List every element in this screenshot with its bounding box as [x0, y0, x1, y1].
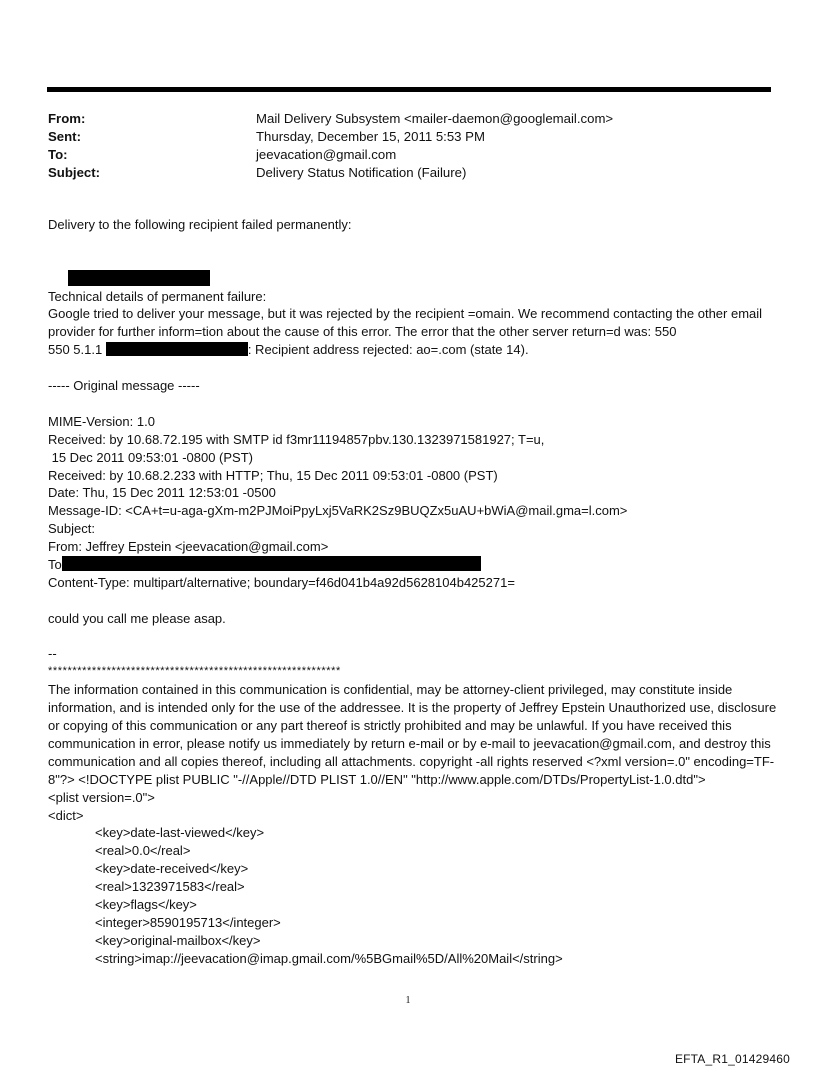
intro-text: Delivery to the following recipient failed permanently: — [48, 217, 352, 232]
subject-line: Subject: — [48, 521, 95, 537]
email-header — [48, 110, 613, 182]
plist-line: <plist version=.0"> — [48, 789, 155, 805]
tech-text: Google tried to deliver your message, but it was rejected by the recipient =omain. We recommend contacting the other email provider for further inform=tion about the cause of this error. The error that the other server return=d was: 550 — [48, 306, 763, 340]
message-id-line: Message-ID: <CA+t=u-aga-gXm-m2PJMoiPpyLxj5VaRK2Sz9BUQZx5uAU+bWiA@mail.gma=l.com> — [48, 503, 628, 519]
page-number: 1 — [405, 995, 411, 1006]
signature-dashes: -- — [48, 646, 57, 662]
redacted-recipient — [68, 270, 210, 286]
xml-line: <key>date-last-viewed</key> — [95, 825, 265, 841]
content-type-line: Content-Type: multipart/alternative; boundary=f46d041b4a92d5628104b425271= — [48, 574, 515, 590]
received-line-1b: 15 Dec 2011 09:53:01 -0800 (PST) — [48, 449, 253, 465]
to-label: To: — [48, 147, 68, 162]
mime-line: MIME-Version: 1.0 — [48, 413, 155, 429]
tech-text-2 — [48, 341, 778, 359]
to-row — [48, 146, 613, 164]
from-row — [48, 110, 613, 128]
xml-line: <key>original-mailbox</key> — [95, 932, 261, 948]
subject-label: Subject: — [48, 165, 101, 180]
sent-label: Sent: — [48, 129, 81, 144]
redacted-address — [106, 342, 248, 356]
tech-title: Technical details of permanent failure: — [48, 288, 267, 304]
sent-row — [48, 128, 613, 146]
sent-value: Thursday, December 15, 2011 5:53 PM — [256, 129, 485, 144]
dict-line: <dict> — [48, 807, 84, 823]
top-rule — [47, 87, 771, 92]
disclaimer-text: The information contained in this communication is confidential, may be attorney-client privileged, may constitute inside information, and is intended only for the use of the addressee. It is the property of Jeffrey Epstein Unauthorized use, disclosure or copying of this communication or any part thereof is strictly prohibited and may be unlawful. If you have received this communication in error, please notify us immediately by return e-mail or by e-mail to jeevacation@gmail.com, and destroy this communication and all copies thereof, including all attachments. copyright -all rights reserved <?xml version=.0" encoding=TF-8"?> <!DOCTYPE plist PUBLIC "-//Apple//DTD PLIST 1.0//EN" "http://www.apple.com/DTDs/PropertyList-1.0.dtd"> — [48, 682, 777, 787]
email-body — [48, 216, 778, 968]
tech-text-2b: : Recipient address rejected: ao=.com (state 14). — [247, 342, 529, 358]
message-text: could you call me please asap. — [48, 610, 226, 626]
date-line: Date: Thu, 15 Dec 2011 12:53:01 -0500 — [48, 485, 276, 501]
xml-line: <real>0.0</real> — [95, 843, 191, 859]
xml-block — [48, 824, 778, 967]
document-id: EFTA_R1_01429460 — [674, 1052, 790, 1066]
received-line-1: Received: by 10.68.72.195 with SMTP id f3mr11194857pbv.130.1323971581927; T=u, — [48, 431, 545, 447]
xml-line: <integer>8590195713</integer> — [95, 914, 281, 930]
from-value: Mail Delivery Subsystem <mailer-daemon@googlemail.com> — [256, 111, 614, 126]
recipient-line — [48, 252, 778, 270]
to-value: jeevacation@gmail.com — [256, 147, 397, 162]
subject-row — [48, 164, 613, 182]
redacted-to — [62, 556, 481, 571]
to-line — [48, 556, 778, 574]
subject-value: Delivery Status Notification (Failure) — [256, 165, 467, 180]
xml-line: <key>date-received</key> — [95, 861, 249, 877]
star-divider: ************************************************************ — [48, 665, 341, 678]
xml-line: <key>flags</key> — [95, 896, 197, 912]
tech-text-2a: 550 5.1.1 — [48, 342, 106, 358]
xml-line: <string>imap://jeevacation@imap.gmail.com/%5BGmail%5D/All%20Mail</string> — [95, 950, 563, 966]
from-label: From: — [48, 111, 86, 126]
received-line-2: Received: by 10.68.2.233 with HTTP; Thu, 15 Dec 2011 09:53:01 -0800 (PST) — [48, 467, 498, 483]
from-line: From: Jeffrey Epstein <jeevacation@gmail.com> — [48, 539, 329, 555]
xml-line: <real>1323971583</real> — [95, 879, 245, 895]
to-line-label: To — [48, 556, 62, 572]
original-marker: ----- Original message ----- — [48, 378, 200, 394]
